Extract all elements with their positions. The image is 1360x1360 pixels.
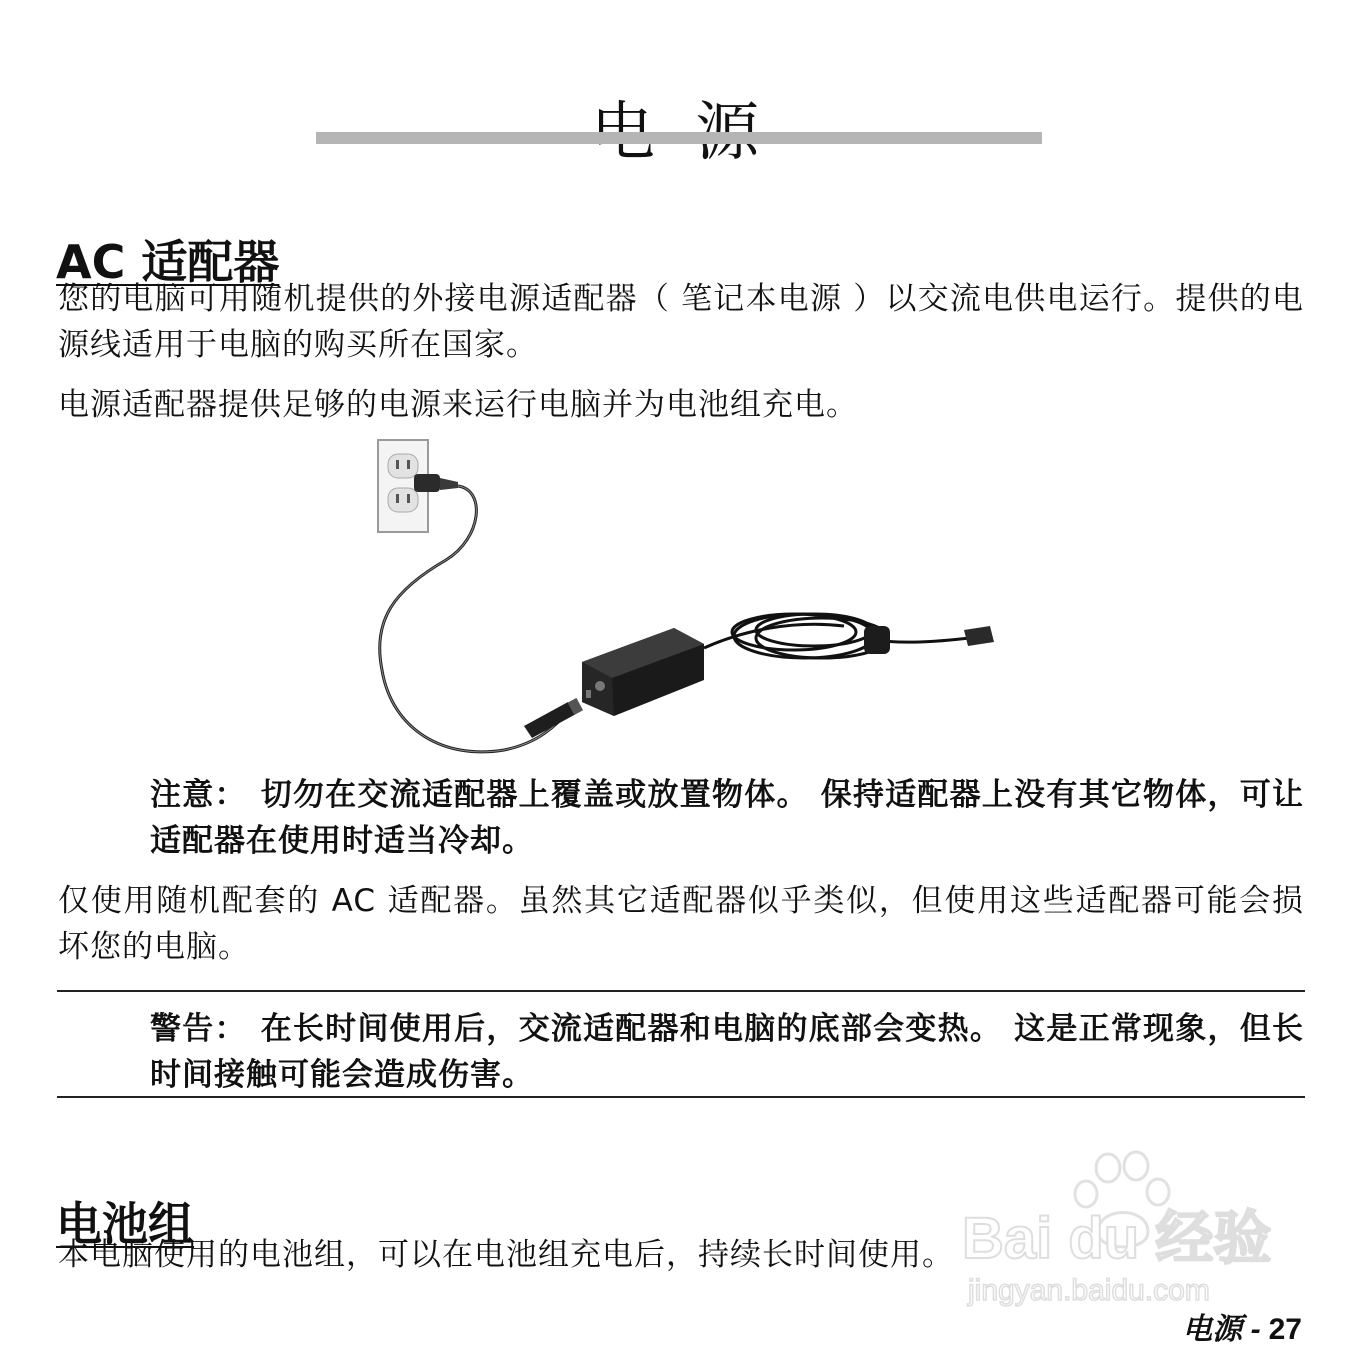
warning-box [150,1006,1304,1098]
adapter-brick-icon [582,628,704,716]
battery-text: 本电脑使用的电池组，可以在电池组充电后，持续长时间使用。 [58,1237,954,1273]
plug-icon [414,474,458,492]
footer-section: 电源 - [1182,1313,1261,1346]
ac-adapter-intro-text: 您的电脑可用随机提供的外接电源适配器（ 笔记本电源 ）以交流电供电运行。提供的电源线适用于电脑的购买所在国家。 [58,281,1304,363]
adapter-compatibility-text: 仅使用随机配套的 AC 适配器。虽然其它适配器似乎类似，但使用这些适配器可能会损坏您的电脑。 [58,883,1304,965]
ac-adapter-paragraph-1 [58,276,1304,368]
notice-label: 注意： [150,777,247,813]
cord-connector [524,702,576,738]
watermark-url: jingyan.baidu.com [968,1274,1210,1307]
ferrite-core [864,626,890,654]
warning-text: 在长时间使用后，交流适配器和电脑的底部会变热。 这是正常现象，但长时间接触可能会造成伤害。 [150,1011,1304,1093]
ac-adapter-paragraph-3 [58,878,1304,970]
battery-heading: 电池组 [56,1197,194,1252]
page-footer [1182,1310,1302,1350]
ac-adapter-illustration [374,430,1004,760]
notice-text: 切勿在交流适配器上覆盖或放置物体。 保持适配器上没有其它物体，可让适配器在使用时适当冷却。 [150,777,1304,859]
watermark-brand: Bai du 经验 [962,1206,1272,1271]
title-rule [316,132,1042,144]
dc-cable-coil [704,614,970,658]
warning-bottom-rule [57,1096,1305,1098]
ac-adapter-heading: AC 适配器 [56,235,280,290]
battery-paragraph [58,1232,1118,1278]
notice-box [150,772,1304,864]
page-number: 27 [1268,1313,1302,1346]
warning-label: 警告： [150,1011,247,1047]
warning-top-rule [57,990,1305,992]
ac-adapter-paragraph-2 [58,382,1304,428]
dc-plug-icon [964,626,994,646]
ac-adapter-charging-text: 电源适配器提供足够的电源来运行电脑并为电池组充电。 [58,387,858,423]
baidu-watermark-logo [958,1150,1288,1310]
